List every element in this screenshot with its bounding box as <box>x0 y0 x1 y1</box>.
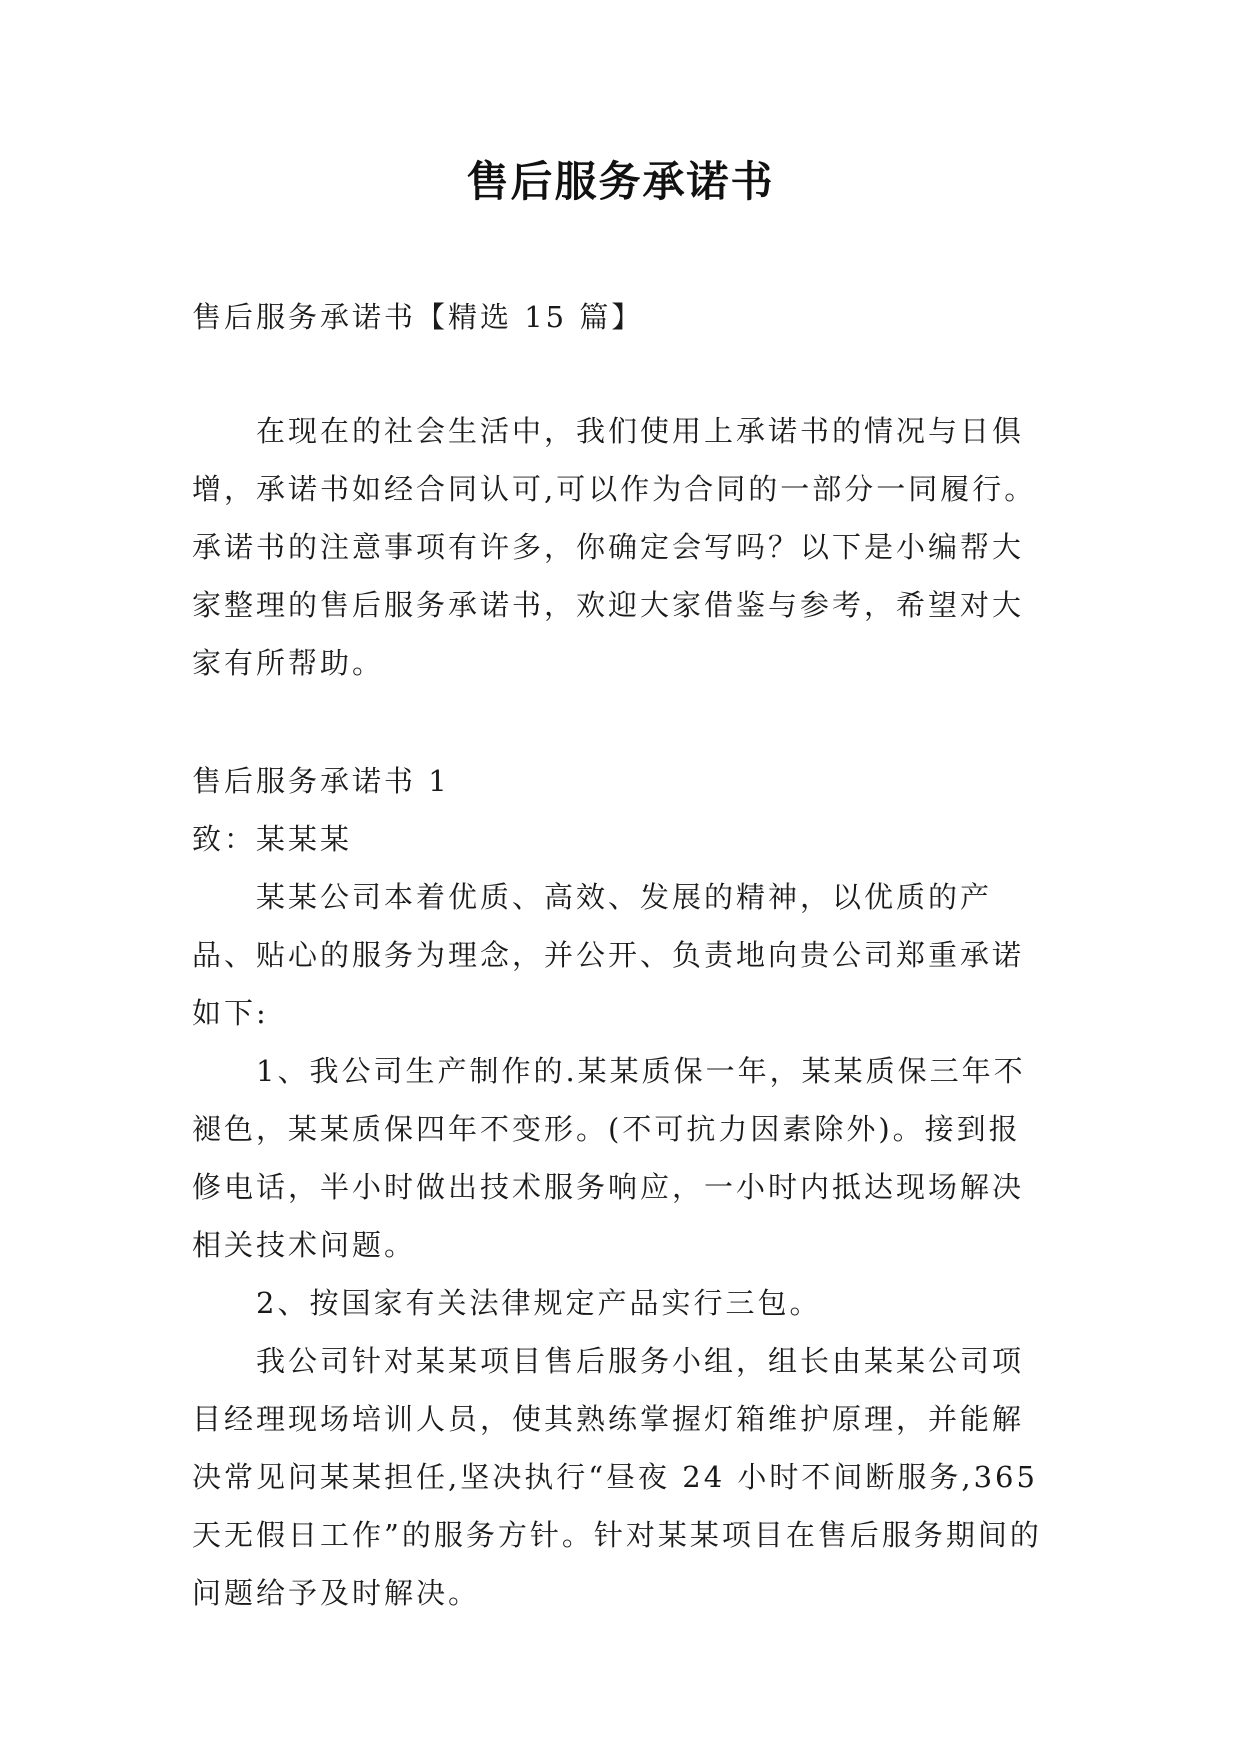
section-body <box>192 868 1052 1622</box>
document-subtitle: 售后服务承诺书【精选 15 篇】 <box>192 300 644 334</box>
addressee-line: 致：某某某 <box>192 822 353 856</box>
document-title: 售后服务承诺书 <box>466 157 775 206</box>
body-paragraph: 2、按国家有关法律规定产品实行三包。 <box>256 1286 822 1320</box>
intro-paragraph: 在现在的社会生活中，我们使用上承诺书的情况与日俱增，承诺书如经合同认可,可以作为合同的一部分一同履行。承诺书的注意事项有许多，你确定会写吗？以下是小编帮大家整理的售后服务承诺书，欢迎大家借鉴与参考，希望对大家有所帮助。 <box>192 414 1037 680</box>
section-heading: 售后服务承诺书 1 <box>192 764 450 798</box>
body-paragraph: 我公司针对某某项目售后服务小组，组长由某某公司项目经理现场培训人员，使其熟练掌握灯箱维护原理，并能解决常见问某某担任,坚决执行“昼夜 24 小时不间断服务,365 天无假日工作”的服务方针。针对某某项目在售后服务期间的问题给予及时解决。 <box>192 1344 1042 1610</box>
body-paragraph: 某某公司本着优质、高效、发展的精神，以优质的产品、贴心的服务为理念，并公开、负责地向贵公司郑重承诺如下: <box>192 880 1025 1030</box>
body-paragraph: 1、我公司生产制作的.某某质保一年，某某质保三年不褪色，某某质保四年不变形。(不可抗力因素除外)。接到报修电话，半小时做出技术服务响应，一小时内抵达现场解决相关技术问题。 <box>192 1054 1026 1262</box>
